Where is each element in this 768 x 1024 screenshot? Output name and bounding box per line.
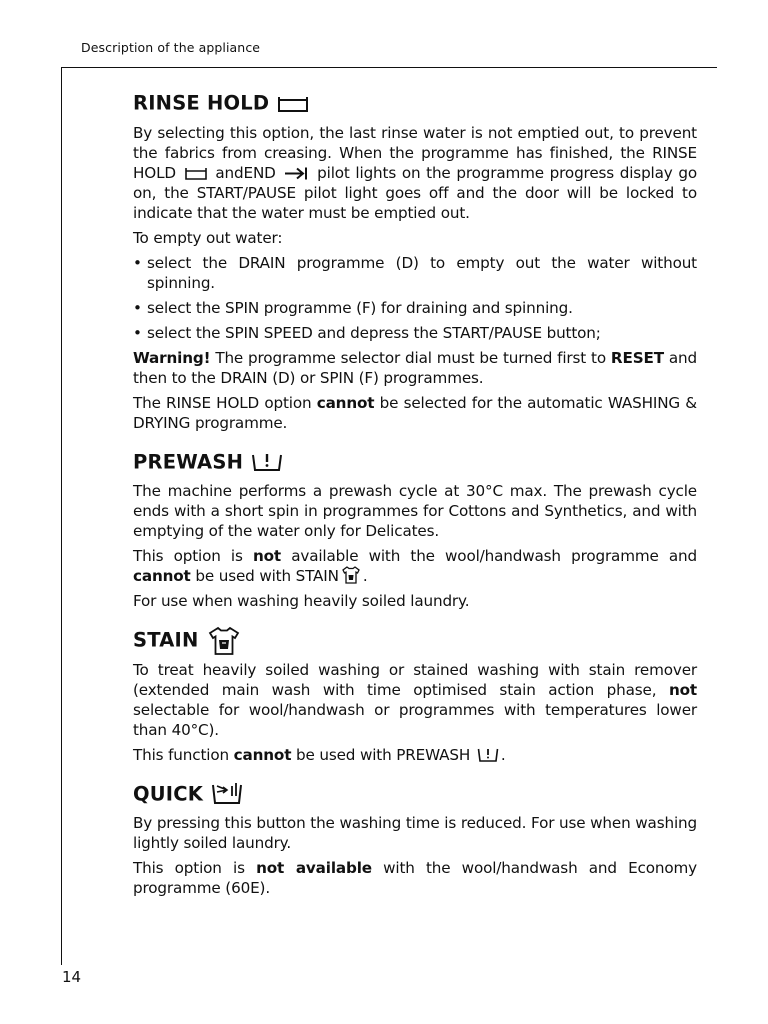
prewash-paragraph-2: This option is not available with the wool/handwash programme and cannot be used with STAIN . [133, 547, 697, 585]
rinse-hold-bullets [133, 253, 697, 343]
header-rule [61, 67, 717, 68]
section-title-prewash [133, 447, 697, 478]
running-header: Description of the appliance [81, 40, 261, 55]
list-item: • select the SPIN SPEED and depress the START/PAUSE button; [133, 323, 697, 343]
end-arrow-icon [283, 166, 309, 181]
list-item: • select the SPIN programme (F) for draining and spinning. [133, 298, 697, 318]
section-title-stain [133, 625, 697, 656]
section-rinse-hold [133, 88, 697, 433]
stain-paragraph-1: To treat heavily soiled washing or stained washing with stain remover (extended main wash with time optimised stain action phase, not selectable for wool/handwash or programmes with temperatures lower than 40°C). [133, 660, 697, 739]
rinse-hold-paragraph-1: By selecting this option, the last rinse water is not emptied out, to prevent the fabrics from creasing. When the programme has finished, the RINSE HOLD andEND pilot lights on the programme progress display go on, the START/PAUSE pilot light goes off and the door will be locked to indicate that the water must be emptied out. [133, 123, 697, 222]
stain-title: STAIN [133, 628, 199, 652]
prewash-icon [251, 451, 283, 473]
quick-icon [211, 782, 245, 806]
page-number: 14 [62, 968, 82, 986]
stain-icon [341, 566, 361, 584]
section-title-quick [133, 779, 697, 810]
rinse-hold-warning: Warning! The programme selector dial must be turned first to RESET and then to the DRAIN (D) or SPIN (F) programmes. [133, 348, 697, 387]
section-stain [133, 625, 697, 765]
rinse-hold-icon [184, 166, 208, 181]
prewash-title: PREWASH [133, 450, 244, 473]
rinse-hold-title: RINSE HOLD [133, 91, 270, 115]
stain-paragraph-2: This function cannot be used with PREWASH . [133, 745, 506, 764]
section-prewash [133, 447, 697, 612]
list-item: • select the DRAIN programme (D) to empty out the water without spinning. [133, 253, 697, 293]
rinse-hold-icon [277, 94, 309, 114]
margin-rule [61, 67, 62, 965]
prewash-icon [477, 747, 499, 763]
quick-paragraph-1: By pressing this button the washing time is reduced. For use when washing lightly soiled laundry. [133, 814, 697, 852]
section-title-rinse-hold [133, 88, 697, 119]
rinse-hold-paragraph-4: The RINSE HOLD option cannot be selected for the automatic WASHING & DRYING programme. [133, 393, 697, 432]
rinse-hold-paragraph-2: To empty out water: [133, 228, 283, 247]
section-quick [133, 779, 697, 899]
page-content [133, 88, 697, 912]
prewash-paragraph-3: For use when washing heavily soiled laundry. [133, 592, 470, 610]
quick-paragraph-2: This option is not available with the wool/handwash and Economy programme (60E). [133, 859, 697, 897]
stain-icon [207, 626, 241, 656]
quick-title: QUICK [133, 782, 204, 805]
prewash-paragraph-1: The machine performs a prewash cycle at 30°C max. The prewash cycle ends with a short spin in programmes for Cottons and Synthetics, and with emptying of the water only for Delicates. [133, 482, 697, 540]
